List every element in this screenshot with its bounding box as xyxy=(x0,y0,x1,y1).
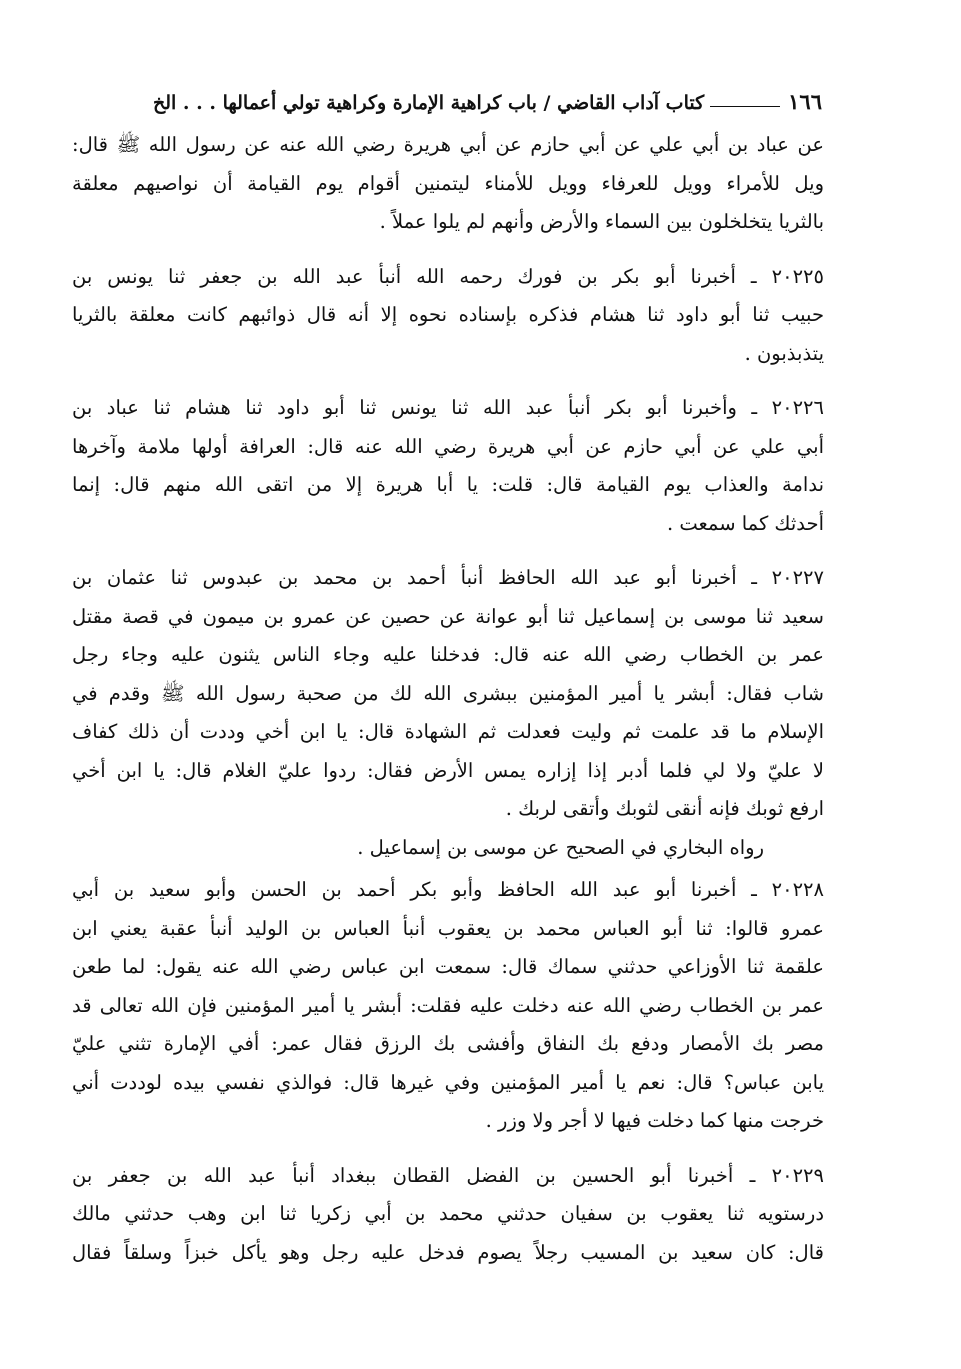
text-line: شاب فقال: أبشر يا أمير المؤمنين ببشرى الله لك من صحبة رسول الله ﷺ وقدم في xyxy=(72,681,824,705)
text-line: درستويه ثنا يعقوب بن سفيان حدثني محمد بن أبي زكريا ثنا ابن وهب حدثني مالك xyxy=(72,1202,824,1225)
text-line: سعيد ثنا موسى بن إسماعيل ثنا أبو عوانة عن حصين عن عمرو بن ميمون في قصة مقتل xyxy=(72,604,824,628)
text-line: يتذبذبون . xyxy=(744,341,824,365)
text-line: أبي علي عن أبي حازم عن أبي هريرة رضي الله عنه قال: العرافة أولها ملامة وآخرها xyxy=(72,434,824,458)
paragraph xyxy=(72,1157,824,1273)
text-line: عمر بن الخطاب رضي الله عنه دخلت عليه فقلت: أبشر يا أمير المؤمنين فإن الله تعالى قد xyxy=(72,993,824,1017)
text-line: خرجت منها كما دخلت فيها لا أجر ولا وزر . xyxy=(485,1109,824,1132)
text-line: ٢٠٢٢٥ ـ أخبرنا أبو بكر بن فورك رحمه الله أنبأ عبد الله بن جعفر ثنا يونس بن xyxy=(72,264,824,288)
text-line: حبيب ثنا أبو داود ثنا هشام فذكره بإسناده نحوه إلا أنه قال ذوائبهم كانت معلقة بالثريا xyxy=(72,303,824,326)
text-line: لا عليّ ولا لي فلما أدبر إذا إزاره يمس الأرض فقال: ردوا عليّ الغلام قال: يا ابن أخي xyxy=(72,758,824,782)
page-number: ١٦٦ xyxy=(788,89,822,114)
text-line: ويل للأمراء وويل للعرفاء وويل للأمناء ليتمنين أقوام يوم القيامة أن نواصيهم معلقة xyxy=(72,171,824,195)
paragraph xyxy=(72,559,824,867)
text-line: رواه البخاري في الصحيح عن موسى بن إسماعيل . xyxy=(357,835,764,859)
text-line: ٢٠٢٢٦ ـ وأخبرنا أبو بكر أنبأ عبد الله ثنا يونس ثنا أبو داود ثنا هشام ثنا عباد بن xyxy=(72,396,824,419)
page-header xyxy=(70,78,822,114)
paragraph xyxy=(72,258,824,374)
text-line: أحدثك كما سمعت . xyxy=(666,511,824,535)
text-line: ٢٠٢٢٩ ـ أخبرنا أبو الحسين بن الفضل القطان ببغداد أنبأ عبد الله بن جعفر بن xyxy=(72,1163,824,1187)
text-line: ٢٠٢٢٨ ـ أخبرنا أبو عبد الله الحافظ وأبو بكر أحمد بن الحسن وأبو سعيد بن أبي xyxy=(72,878,824,901)
text-line: عن عباد بن أبي علي عن أبي حازم عن أبي هريرة رضي الله عنه عن رسول الله ﷺ قال: xyxy=(72,133,824,156)
text-line: ٢٠٢٢٧ ـ أخبرنا أبو عبد الله الحافظ أنبأ أحمد بن محمد بن عبدوس ثنا عثمان بن xyxy=(72,566,824,589)
text-line: ارفع ثوبك فإنه أنقى لثوبك وأتقى لربك . xyxy=(505,797,824,820)
text-line: يابن عباس؟ قال: نعم يا أمير المؤمنين وفي غيرها قال: فوالذي نفسي بيده لوددت أني xyxy=(72,1070,824,1094)
paragraph xyxy=(72,126,824,242)
paragraph xyxy=(72,871,824,1141)
text-line: مصر بك الأمصار ودفع بك النفاق وأفشى بك الرزق فقال عمر: أفي الإمارة تثني عليّ xyxy=(72,1032,824,1055)
text-line: ندامة والعذاب يوم القيامة قال: قلت: يا أبا هريرة إلا من اتقى الله منهم قال: إنما xyxy=(72,473,824,496)
text-line: علقمة ثنا الأوزاعي حدثني سماك قال: سمعت ابن عباس رضي الله عنه يقول: لما طعن xyxy=(72,955,824,978)
text-line: بالثريا يتخلخلون بين السماء والأرض وأنهم لم يلوا عملاً . xyxy=(379,210,824,233)
text-line: عمرو قالوا: ثنا أبو العباس محمد بن يعقوب أنبأ العباس بن الوليد أنبأ عقبة يعني ابن xyxy=(72,916,824,940)
running-title: كتاب آداب القاضي / باب كراهية الإمارة وكراهية تولي أعمالها . . . الخ xyxy=(152,92,705,114)
text-line: قال: كان سعيد بن المسيب رجلاً يصوم فدخل عليه رجل وهو يأكل خبزاً وسلقاً فقال xyxy=(72,1240,824,1264)
text-line: عمر بن الخطاب رضي الله عنه قال: فدخلنا عليه وجاء الناس يثنون عليه وجاء رجل xyxy=(72,643,824,666)
header-rule xyxy=(710,106,780,107)
text-line: الإسلام ما قد علمت ثم وليت فعدلت ثم الشهادة قال: يا ابن أخي وددت أن ذلك كفاف xyxy=(72,720,824,743)
paragraph xyxy=(72,389,824,543)
page-body xyxy=(72,126,824,1272)
